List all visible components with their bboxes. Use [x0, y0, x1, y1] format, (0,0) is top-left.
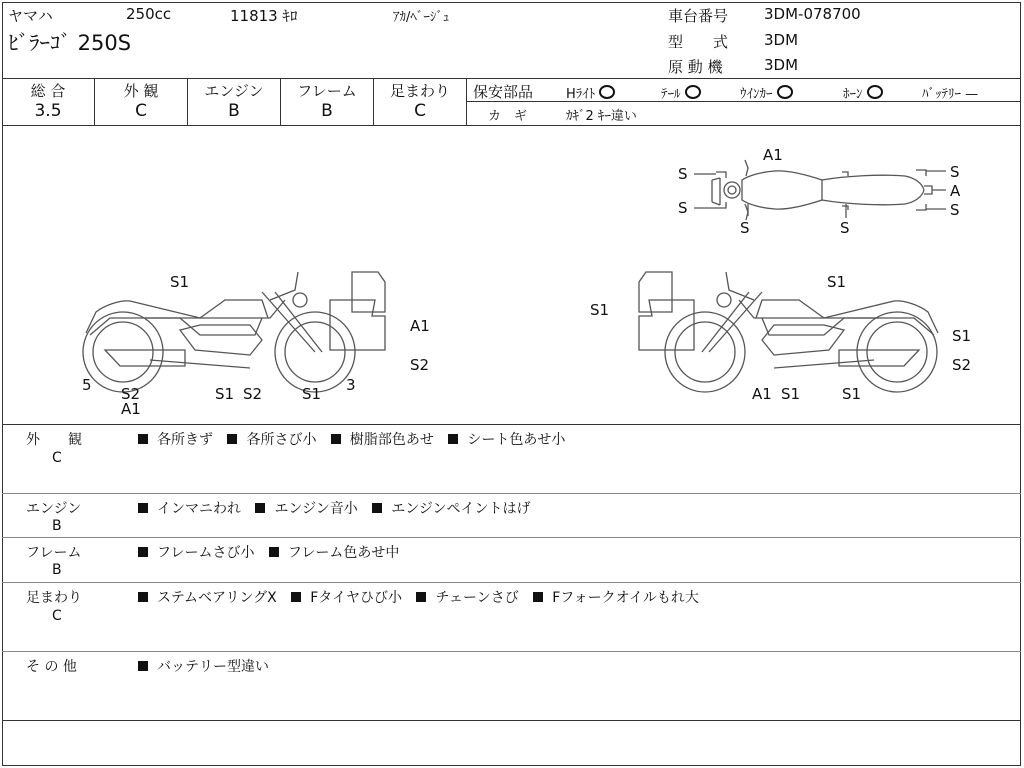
ok-mark-icon [777, 85, 793, 99]
bullet-icon [269, 547, 279, 557]
left-side-diagram [83, 272, 385, 392]
grade-exterior-value: C [135, 101, 147, 121]
detail-exterior-items: 各所きず 各所さび小 樹脂部色あせ シート色あせ小 [138, 429, 575, 449]
bullet-icon [416, 592, 426, 602]
maker: ヤマハ [8, 7, 53, 25]
detail-suspension-grade: C [52, 608, 62, 624]
damage-label: S [678, 199, 688, 217]
detail-exterior-grade: C [52, 450, 62, 466]
grade-frame-label: フレーム [297, 82, 357, 100]
damage-label: S [950, 163, 960, 181]
bullet-icon [138, 661, 148, 671]
detail-exterior-label: 外 観 [26, 432, 82, 448]
damage-label: A1 [410, 317, 430, 335]
color: ｱｶ/ﾍﾞｰｼﾞｭ [393, 10, 450, 25]
bullet-icon [291, 592, 301, 602]
mileage: 11813 ｷﾛ [230, 7, 298, 25]
grade-engine-value: B [228, 101, 240, 121]
damage-label: S1 [842, 385, 862, 403]
safety-label: 保安部品 [473, 83, 534, 101]
bullet-icon [255, 503, 265, 513]
key-label: カ ギ [488, 109, 528, 124]
model-type: 3DM [764, 31, 799, 49]
detail-other-label: そ の 他 [26, 659, 77, 675]
damage-label: S2 [952, 356, 972, 374]
detail-suspension-items: ステムベアリングX Fタイヤひび小 チェーンさび Fフォークオイルもれ大 [138, 587, 709, 607]
divider [2, 424, 1021, 425]
divider [2, 537, 1021, 538]
right-side-diagram [639, 272, 938, 392]
detail-frame-grade: B [52, 562, 62, 578]
damage-label: S [740, 219, 750, 237]
damage-label: S1 [781, 385, 801, 403]
grade-suspension-label: 足まわり [389, 82, 450, 100]
damage-label: S [678, 165, 688, 183]
damage-label: S2 [410, 356, 430, 374]
model-name: ﾋﾞﾗｰｺﾞ 250S [8, 31, 132, 55]
damage-label: A1 [752, 385, 772, 403]
safety-tail: ﾃｰﾙ [661, 83, 701, 102]
motorcycle-diagrams [0, 125, 1024, 425]
damage-number: 5 [82, 376, 92, 394]
key-note: ｶｷﾞ2 ｷｰ違い [566, 109, 637, 124]
divider [2, 720, 1021, 721]
safety-horn: ﾎｰﾝ [843, 83, 883, 102]
grade-frame-value: B [321, 101, 333, 121]
damage-label: S1 [827, 273, 847, 291]
damage-label: S2 [243, 385, 263, 403]
damage-label: S1 [952, 327, 972, 345]
divider [2, 582, 1021, 583]
damage-label: A1 [121, 400, 141, 418]
bullet-icon [138, 547, 148, 557]
model-type-label: 型 式 [668, 33, 729, 51]
bullet-icon [448, 434, 458, 444]
damage-number: 3 [346, 376, 356, 394]
divider [466, 78, 467, 125]
damage-label: A1 [763, 146, 783, 164]
frame-no: 3DM-078700 [764, 5, 861, 23]
bullet-icon [138, 592, 148, 602]
displacement: 250cc [126, 5, 172, 23]
bullet-icon [227, 434, 237, 444]
divider [2, 78, 1021, 79]
damage-label: S1 [590, 301, 610, 319]
grade-total-value: 3.5 [34, 101, 62, 121]
frame-no-label: 車台番号 [668, 7, 729, 25]
detail-other-items: バッテリー型違い [138, 656, 279, 676]
detail-frame-items: フレームさび小 フレーム色あせ中 [138, 542, 409, 562]
bullet-icon [533, 592, 543, 602]
divider [2, 493, 1021, 494]
engine-model: 3DM [764, 56, 799, 74]
safety-headlight: Hﾗｲﾄ [566, 83, 615, 102]
grade-exterior-label: 外 観 [123, 82, 159, 100]
damage-label: S1 [215, 385, 235, 403]
detail-frame-label: フレーム [26, 545, 82, 561]
ok-mark-icon [599, 85, 615, 99]
damage-label: S [840, 219, 850, 237]
grade-total-label: 総 合 [30, 82, 66, 100]
divider [2, 651, 1021, 652]
damage-label: A [950, 182, 961, 200]
damage-label: S2 [121, 385, 141, 403]
grade-engine-label: エンジン [204, 82, 264, 100]
bullet-icon [138, 434, 148, 444]
damage-label: S [950, 201, 960, 219]
detail-engine-items: インマニわれ エンジン音小 エンジンペイントはげ [138, 498, 541, 518]
safety-battery: ﾊﾞｯﾃﾘｰ — [922, 87, 979, 102]
grade-suspension-value: C [414, 101, 426, 121]
detail-engine-grade: B [52, 518, 62, 534]
detail-suspension-label: 足まわり [26, 590, 82, 606]
bullet-icon [331, 434, 341, 444]
safety-winker: ｳｲﾝｶｰ [740, 83, 793, 102]
top-view-diagram [694, 160, 946, 220]
ok-mark-icon [867, 85, 883, 99]
bullet-icon [138, 503, 148, 513]
damage-label: S1 [302, 385, 322, 403]
ok-mark-icon [685, 85, 701, 99]
battery-mark: — [965, 87, 979, 102]
bullet-icon [372, 503, 382, 513]
damage-label: S1 [170, 273, 190, 291]
engine-label: 原 動 機 [668, 58, 723, 76]
detail-engine-label: エンジン [26, 501, 82, 517]
